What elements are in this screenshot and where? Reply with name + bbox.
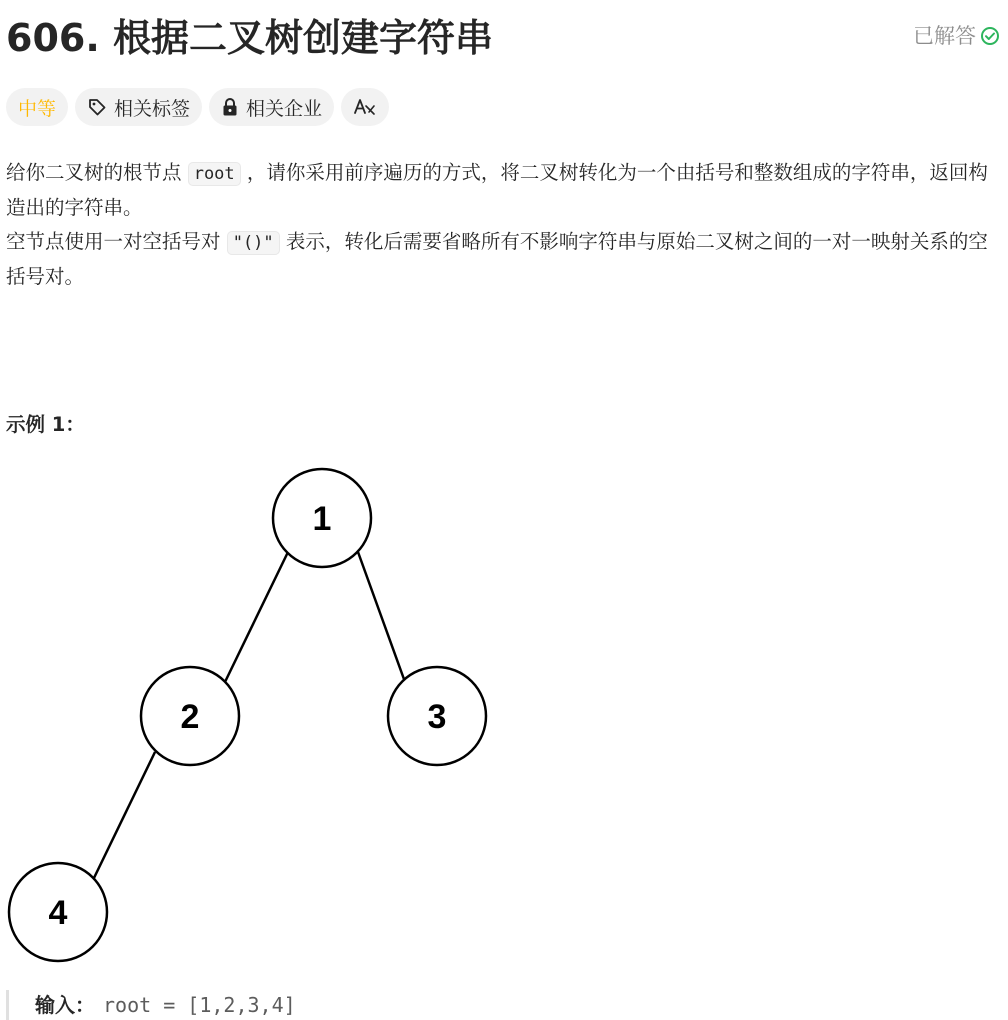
example-input-block <box>6 990 296 1020</box>
tree-node-4 <box>9 863 107 961</box>
description-paragraph-1 <box>6 156 1006 225</box>
solved-status <box>913 22 1000 50</box>
tag-icon <box>87 97 107 117</box>
description-paragraph-2 <box>6 225 1006 294</box>
tree-node-3 <box>388 667 486 765</box>
problem-title: 606. 根据二叉树创建字符串 <box>6 16 493 60</box>
tree-node-label: 2 <box>180 698 200 736</box>
description-text: 空节点使用一对空括号对 <box>6 230 227 253</box>
lock-icon <box>221 97 239 117</box>
related-companies-label: 相关企业 <box>246 97 323 120</box>
tree-node-1 <box>273 469 371 567</box>
related-companies-button[interactable] <box>209 88 334 126</box>
tree-node-label: 4 <box>48 894 68 932</box>
related-topics-button[interactable] <box>75 88 202 126</box>
difficulty-badge[interactable] <box>6 88 68 126</box>
tree-node-2 <box>141 667 239 765</box>
input-label: 输入： <box>35 993 95 1017</box>
input-value: root = [1,2,3,4] <box>103 993 296 1017</box>
description-text: 给你二叉树的根节点 <box>6 161 188 184</box>
inline-code-root: root <box>188 162 241 186</box>
edge-1-3 <box>358 552 405 682</box>
example-tree-diagram <box>0 460 500 974</box>
edge-2-4 <box>93 752 155 880</box>
check-circle-icon <box>980 26 1000 46</box>
description-text: ，请你采用前序遍历的方式，将二叉树转化为一个由括号和整数组成的字符串，返回构造出的字符串。 <box>6 161 988 219</box>
tree-svg <box>0 460 500 970</box>
inline-code-empty-parens: "()" <box>227 231 280 255</box>
tree-node-label: 1 <box>312 500 332 538</box>
description-text: 表示，转化后需要省略所有不影响字符串与原始二叉树之间的一对一映射关系的空括号对。 <box>6 230 988 288</box>
translate-icon <box>353 97 377 117</box>
translate-button[interactable] <box>341 88 389 126</box>
example-title: 示例 1： <box>6 413 85 436</box>
related-topics-label: 相关标签 <box>114 97 191 120</box>
tree-node-label: 3 <box>427 698 447 736</box>
edge-1-2 <box>225 552 288 682</box>
solved-status-label: 已解答 <box>913 24 976 48</box>
tag-bar <box>6 88 389 126</box>
difficulty-label: 中等 <box>18 97 57 120</box>
